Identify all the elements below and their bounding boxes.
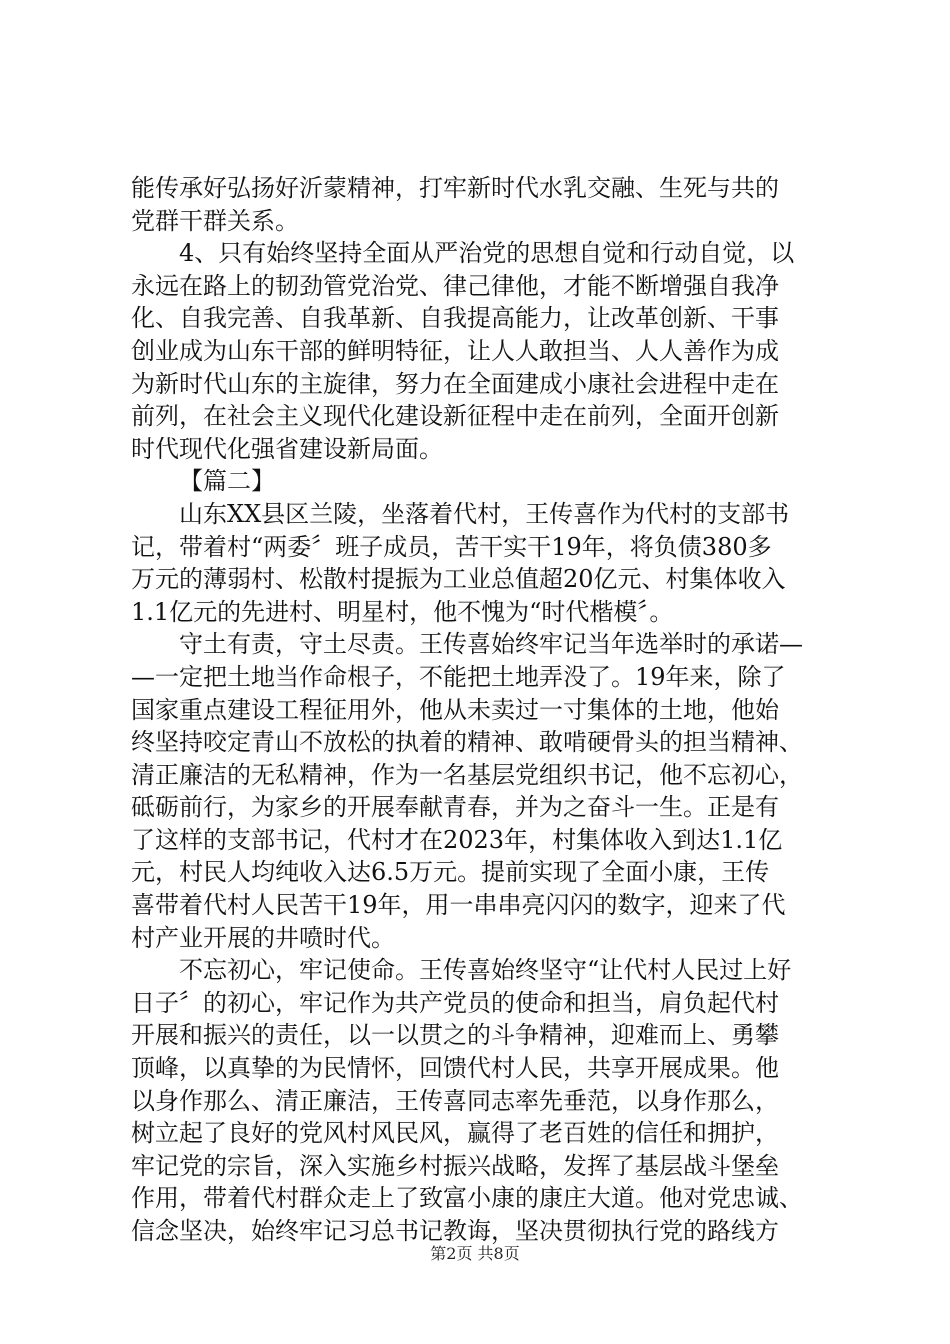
page-footer: 第2页 共8页: [430, 1244, 520, 1263]
text-line: 4、只有始终坚持全面从严治党的思想自觉和行动自觉，以: [179, 239, 795, 268]
text-line: 了这样的支部书记，代村才在2023年，村集体收入到达1.1亿: [131, 825, 783, 854]
text-line: 前列，在社会主义现代化建设新征程中走在前列，全面开创新: [131, 402, 779, 431]
text-line: —一定把土地当作命根子，不能把土地弄没了。19年来，除了: [131, 662, 786, 691]
text-line: 清正廉洁的无私精神，作为一名基层党组织书记，他不忘初心，: [131, 760, 803, 789]
text-line: 喜带着代村人民苦干19年，用一串串亮闪闪的数字，迎来了代: [131, 891, 786, 920]
text-line: 创业成为山东干部的鲜明特征，让人人敢担当、人人善作为成: [131, 336, 779, 365]
text-line: 村产业开展的井喷时代。: [131, 923, 395, 952]
text-line: 元，村民人均纯收入达6.5万元。提前实现了全面小康，王传: [131, 858, 770, 887]
text-line: 终坚持咬定青山不放松的执着的精神、敢啃硬骨头的担当精神、: [131, 728, 803, 757]
text-line: 永远在路上的韧劲管党治党、律己律他，才能不断增强自我净: [131, 271, 779, 300]
text-line: 化、自我完善、自我革新、自我提高能力，让改革创新、干事: [131, 304, 779, 333]
text-line: 顶峰，以真挚的为民情怀，回馈代村人民，共享开展成果。他: [131, 1054, 779, 1083]
text-line: 砥砺前行，为家乡的开展奉献青春，并为之奋斗一生。正是有: [131, 793, 779, 822]
text-line: 守土有责，守土尽责。王传喜始终牢记当年选举时的承诺—: [179, 630, 803, 659]
text-line: 万元的薄弱村、松散村提振为工业总值超20亿元、村集体收入: [131, 565, 786, 594]
text-line: 山东XX县区兰陵，坐落着代村，王传喜作为代村的支部书: [179, 499, 790, 528]
text-line: 牢记党的宗旨，深入实施乡村振兴战略，发挥了基层战斗堡垒: [131, 1151, 779, 1180]
text-line: 作用，带着代村群众走上了致富小康的康庄大道。他对党忠诚、: [131, 1184, 803, 1213]
text-line: 党群干群关系。: [131, 206, 299, 235]
text-line: 为新时代山东的主旋律，努力在全面建成小康社会进程中走在: [131, 369, 779, 398]
text-line: 【篇二】: [179, 467, 275, 496]
text-line: 时代现代化强省建设新局面。: [131, 434, 443, 463]
text-line: 信念坚决，始终牢记习总书记教诲，坚决贯彻执行党的路线方: [131, 1217, 779, 1245]
text-line: 记，带着村“两委〞班子成员，苦干实干19年，将负债380多: [131, 532, 772, 561]
text-line: 树立起了良好的党风村风民风，赢得了老百姓的信任和拥护，: [131, 1119, 779, 1148]
text-line: 日子〞的初心，牢记作为共产党员的使命和担当，肩负起代村: [131, 988, 779, 1017]
document-body: [131, 172, 831, 1248]
text-line: 以身作那么、清正廉洁，王传喜同志率先垂范，以身作那么，: [131, 1086, 779, 1115]
text-line: 1.1亿元的先进村、明星村，他不愧为“时代楷模〞。: [131, 597, 674, 626]
text-line: 不忘初心，牢记使命。王传喜始终坚守“让代村人民过上好: [179, 956, 792, 985]
text-line: 国家重点建设工程征用外，他从未卖过一寸集体的土地，他始: [131, 695, 779, 724]
text-line: 开展和振兴的责任，以一以贯之的斗争精神，迎难而上、勇攀: [131, 1021, 779, 1050]
text-line: 能传承好弘扬好沂蒙精神，打牢新时代水乳交融、生死与共的: [131, 174, 779, 202]
